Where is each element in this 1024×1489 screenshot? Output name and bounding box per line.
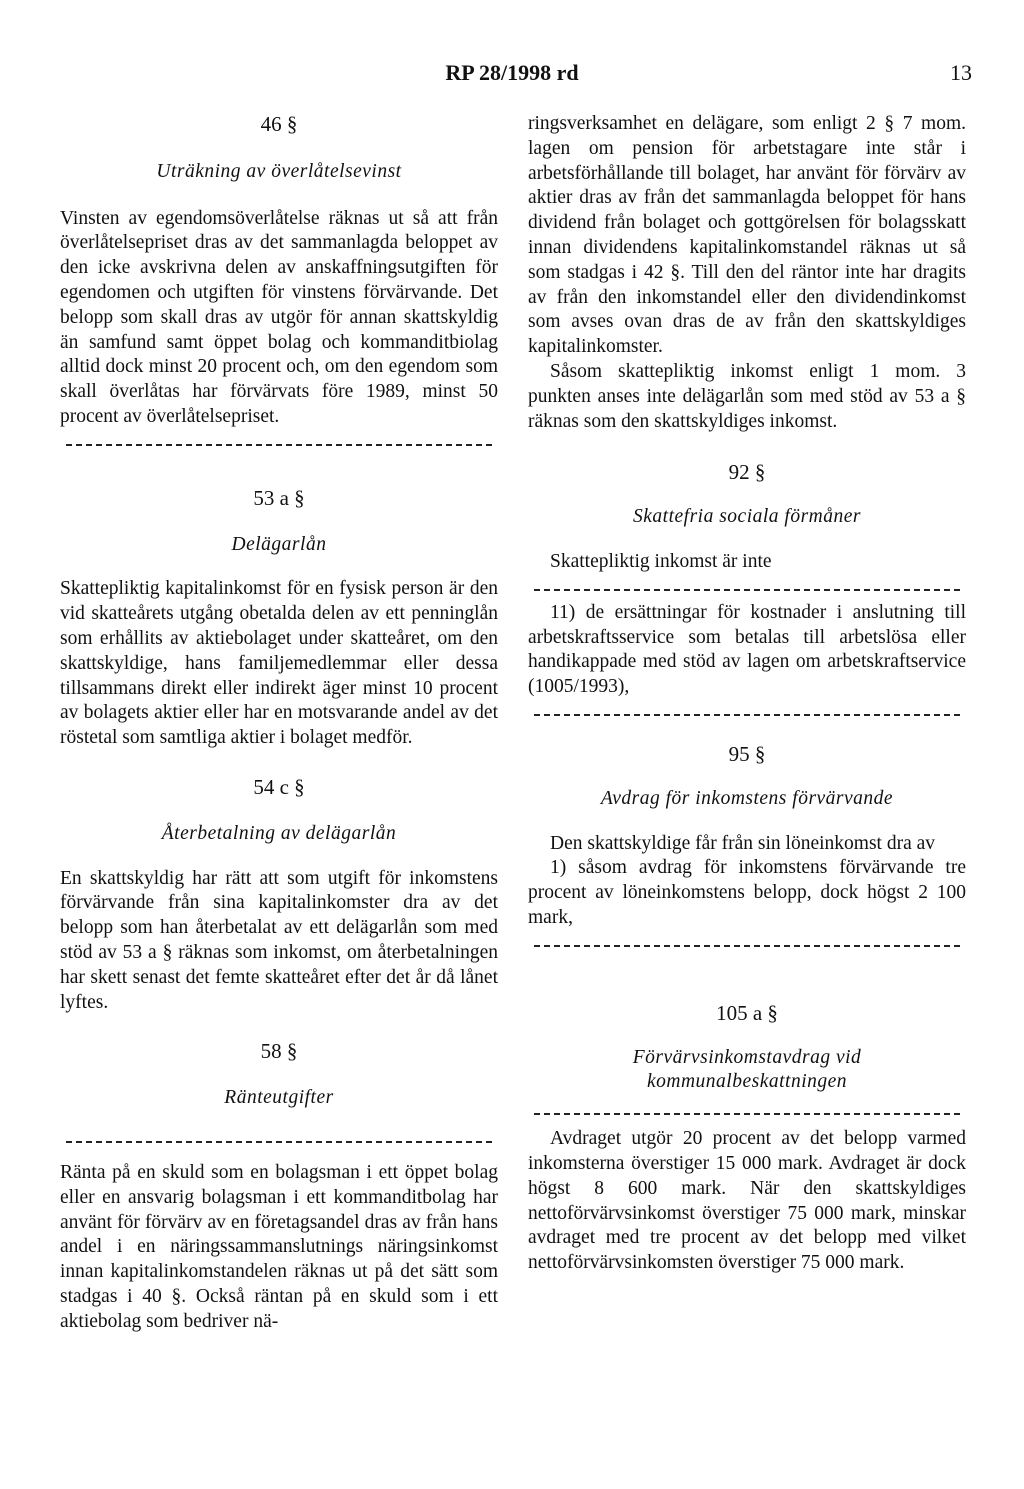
section-95-intro: Den skattskyldige får från sin löneinkomst dra av [550,832,936,854]
section-58-number: 58 § [260,1039,298,1064]
omission-separator [534,945,960,947]
left-column [60,112,498,1334]
continued-text-2: Såsom skattepliktig inkomst enligt 1 mom. 3 punkten anses inte delägarlån som med stöd av 53 a § räknas som den skattskyldiges inkomst. [528,360,966,432]
continued-text: ringsverksamhet en delägare, som enligt 2 § 7 mom. lagen om pension för arbetstagare inte står i arbetsförhållande till bolaget, har använt för förvärv av aktier dras av från det sammanlagda beloppet för hans dividend från bolaget och gottgörelsen för bolagsskatt innan dividendens kapitalinkomstandel räknas ut så som stadgas i 42 §. Till den del räntor inte har dragits av från den inkomstandel eller den dividendinkomst som avses ovan dras de av från den skattskyldiges kapitalinkomster. [528,113,966,358]
section-53a-text: Skattepliktig kapitalinkomst för en fysisk person är den vid skatteårets utgång obetalda delen av ett penninglån som erhållits av aktiebolaget under skatteåret, om den skattskyldige, hans familjemedlemmar eller dessa tillsammans direkt eller indirekt äger minst 10 procent av bolagets aktier eller har en motsvarande andel av det röstetal som samtliga aktier i bolaget medför. [60,578,498,749]
section-92-number: 92 § [728,460,766,485]
section-92-title: Skattefria sociala förmåner [633,506,861,528]
section-95-item: 1) såsom avdrag för inkomstens förvärvande tre procent av löneinkomstens belopp, dock högst 2 100 mark, [528,857,966,928]
section-46-number: 46 § [260,112,298,136]
omission-separator [66,1141,492,1143]
section-54c-text: En skattskyldig har rätt att som utgift för inkomstens förvärvande från sina kapitalinkomster dra av det belopp som han återbetalat av ett delägarlån som med stöd av 53 a § räknas som inkomst, om återbetalningen har skett senast det femte skatteåret efter det år då lånet lyftes. [60,867,498,1013]
section-58-title: Ränteutgifter [224,1087,334,1109]
section-54c-number: 54 c § [253,774,305,799]
section-46-title: Uträkning av överlåtelsevinst [156,160,402,182]
section-92-intro: Skattepliktig inkomst är inte [550,550,772,572]
section-105a-title: Förvärvsinkomstavdrag vid kommunalbeskattningen [632,1046,862,1093]
omission-separator [534,714,960,716]
section-95-number: 95 § [728,741,766,766]
section-53a-title: Delägarlån [231,533,327,555]
document-title: RP 28/1998 rd [445,60,579,85]
section-92-item: 11) de ersättningar för kostnader i anslutning till arbetskraftsservice som betalas till arbetslösa eller handikappade med stöd av lagen om arbetskraftservice (1005/1993), [528,601,966,698]
section-105a-text: Avdraget utgör 20 procent av det belopp varmed inkomsterna överstiger 15 000 mark. Avdraget är dock högst 8 600 mark. När den skattskyldiges nettoförvärvsinkomst överstiger 75 000 mark, minskar avdraget med tre procent av det belopp med vilket nettoförvärvsinkomsten överstiger 75 000 mark. [528,1128,966,1274]
omission-separator [534,1113,960,1115]
section-54c-title: Återbetalning av delägarlån [161,822,397,844]
page-number: 13 [950,60,972,85]
section-95-title: Avdrag för inkomstens förvärvande [600,787,894,809]
section-46-text: Vinsten av egendomsöverlåtelse räknas ut så att från överlåtelsepriset dras av det sammanlagda beloppet av den icke avskrivna delen av anskaffningsutgiften för egendomen och utgiften för vinstens förvärvande. Det belopp som skall dras av utgör för annan skattskyldig än samfund samt öppet bolag och kommanditbiolag alltid dock minst 20 procent och, om den egendom som skall överlåtas har förvärvats före 1989, minst 50 procent av överlåtelsepriset. [60,207,498,427]
section-105a-number: 105 a § [716,1000,778,1025]
section-53a-number: 53 a § [253,485,305,510]
section-58-text: Ränta på en skuld som en bolagsman i ett öppet bolag eller en ansvarig bolagsman i ett kommanditbolag har använt för förvärv av en företagsandel dras av från hans andel i en näringssammanslutnings näringsinkomst innan kapitalinkomstandelen räknas ut på det sätt som stadgas i 40 §. Också räntan på en skuld som i ett aktiebolag som bedriver nä- [60,1161,498,1332]
right-column [528,112,966,1276]
omission-separator [534,589,960,591]
omission-separator [66,444,492,446]
